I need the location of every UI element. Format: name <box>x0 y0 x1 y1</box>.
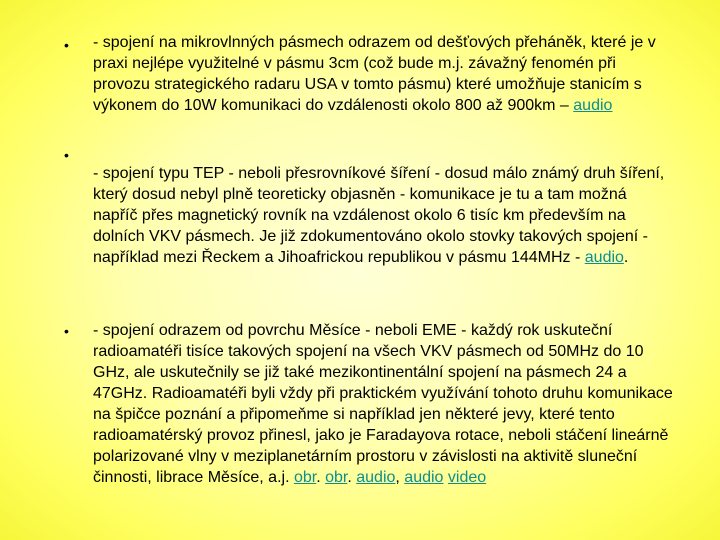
audio-link[interactable]: audio <box>404 469 444 486</box>
image-link[interactable]: obr <box>293 469 317 486</box>
item-text: - spojení typu TEP - neboli přesrovníkové šíření - dosud málo známý druh šíření, který dosud nebyl plně teoreticky objasněn - komunikace je tu a tam možná napříč přes magnetický rovník na vzdálenost okolo 6 tisíc km především na dolních VKV pásmech. Je již zdokumentováno okolo stovky takových spojení - například mezi Řeckem a Jihoafrickou republikou v pásmu 144MHz - audio. <box>93 165 665 266</box>
bullet: • <box>64 323 69 339</box>
audio-link[interactable]: audio <box>584 249 624 266</box>
bullet: • <box>64 37 69 53</box>
video-link[interactable]: video <box>447 469 487 486</box>
item-text <box>93 32 673 116</box>
item-body: - spojení typu TEP - neboli přesrovníkové šíření - dosud málo známý druh šíření, který dosud nebyl plně teoreticky objasněn - komunikace je tu a tam možná napříč přes magnetický rovník na vzdálenost okolo 6 tisíc km především na dolních VKV pásmech. Je již zdokumentováno okolo stovky takových spojení - například mezi Řeckem a Jihoafrickou republikou v pásmu 144MHz - <box>93 165 665 266</box>
image-link[interactable]: obr <box>325 469 348 486</box>
item-body: - spojení na mikrovlnných pásmech odrazem od dešťových přeháněk, které je v praxi nejlépe využitelné v pásmu 3cm (což bude m.j. závažný fenomén při provozu strategického radaru USA v tomto pásmu) které umožňuje stanicím s výkonem do 10W komunikaci do vzdálenosti okolo 800 až 900km – <box>93 34 656 114</box>
bullet: • <box>64 147 69 163</box>
item-text: - spojení odrazem od povrchu Měsíce - neboli EME - každý rok uskuteční radioamatéři tisíce takových spojení na všech VKV pásmech od 50MHz do 10 GHz, ale uskutečnily se již také mezikontinentální spojení na pásmech 24 a 47GHz. Radioamatéři byli vždy při praktickém využívání tohoto druhu komunikace na špičce poznání a připomeňme si například jen některé jevy, které tento radioamatérský provoz přinesl, jako je Faradayova rotace, neboli stáčení lineárně polarizované vlny v meziplanetárním prostoru v závislosti na aktivitě sluneční činnosti, librace Měsíce, a.j. obr. obr. audio, audio video <box>93 322 673 486</box>
item-body: - spojení odrazem od povrchu Měsíce - neboli EME - každý rok uskuteční radioamatéři tisíce takových spojení na všech VKV pásmech od 50MHz do 10 GHz, ale uskutečnily se již také mezikontinentální spojení na pásmech 24 a 47GHz. Radioamatéři byli vždy při praktickém využívání tohoto druhu komunikace na špičce poznání a připomeňme si například jen některé jevy, které tento radioamatérský provoz přinesl, jako je Faradayova rotace, neboli stáčení lineárně polarizované vlny v meziplanetárním prostoru v závislosti na aktivitě sluneční činnosti, librace Měsíce, a.j. <box>93 322 673 486</box>
audio-link[interactable]: audio <box>356 469 396 486</box>
audio-link[interactable]: audio <box>573 97 613 114</box>
